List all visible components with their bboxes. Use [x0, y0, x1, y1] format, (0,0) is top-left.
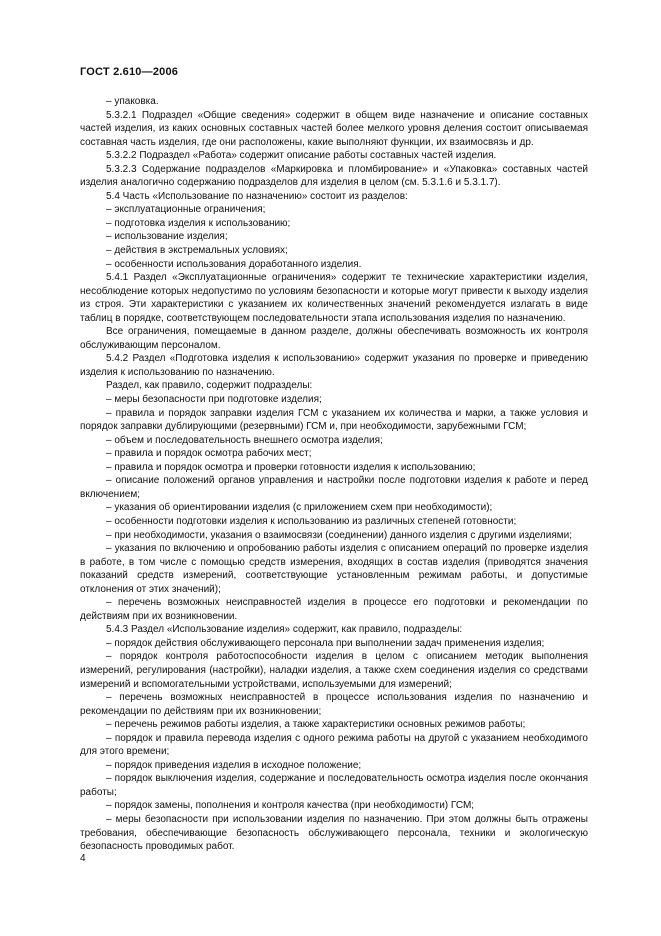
paragraph: 5.3.2.3 Содержание подразделов «Маркировка и пломбирование» и «Упаковка» составных частей изделия аналогично содержанию подразделов для изделия в целом (см. 5.3.1.6 и 5.3.1.7).	[80, 163, 588, 189]
paragraph: – правила и порядок осмотра и проверки готовности изделия к использованию;	[106, 461, 476, 473]
paragraph: Все ограничения, помещаемые в данном разделе, должны обеспечивать возможность их контроля обслуживающим персоналом.	[80, 326, 588, 351]
paragraph: – перечень режимов работы изделия, а также характеристики основных режимов работы;	[106, 719, 526, 731]
paragraph: – эксплуатационные ограничения;	[106, 204, 266, 216]
paragraph: – при необходимости, указания о взаимосвязи (соединении) данного изделия с другими изделиями;	[106, 529, 572, 541]
paragraph: – порядок действия обслуживающего персонала при выполнении задач применения изделия;	[106, 637, 545, 649]
paragraph: – указания по включению и опробованию работы изделия с описанием операций по проверке изделия в работе, в том числе с помощью средств измерения, входящих в состав изделия (приводятся значения показаний средств измерений, соответствующие установленным режимам работы, и допустимые отклонения от этих значений);	[80, 543, 588, 595]
paragraph: – меры безопасности при использовании изделия по назначению. При этом должны быть отражены требования, обеспечивающие безопасность обслуживающего персонала, техники и экологическую безопасность проводимых работ.	[80, 813, 588, 853]
paragraph: 5.3.2.1 Подраздел «Общие сведения» содержит в общем виде назначение и описание составных частей изделия, из каких основных составных частей более мелкого уровня деления состоит описываемая составная часть изделия, где они расположены, какие выполняют функции, их взаимосвязь и др.	[80, 109, 588, 148]
paragraph: – подготовка изделия к использованию;	[106, 217, 291, 229]
paragraph: – перечень возможных неисправностей в процессе использования изделия по назначению и рекомендации по действиям при их возникновении;	[80, 692, 588, 717]
paragraph: – описание положений органов управления и настройки после подготовки изделия к работе и перед включением;	[80, 475, 588, 500]
paragraph: – правила и порядок осмотра рабочих мест;	[106, 448, 312, 460]
paragraph: 5.4.2 Раздел «Подготовка изделия к использованию» содержит указания по проверке и приведению изделия к использованию по назначению.	[80, 353, 588, 378]
paragraph: – особенности подготовки изделия к использованию из различных степеней готовности;	[106, 515, 517, 527]
paragraph: 5.4 Часть «Использование по назначению» состоит из разделов:	[106, 190, 408, 202]
paragraph: – упаковка.	[106, 96, 159, 107]
page-number: 4	[80, 853, 86, 864]
paragraph: – порядок и правила перевода изделия с одного режима работы на другой с указанием необходимого для этого времени;	[80, 732, 588, 758]
paragraph: Раздел, как правило, содержит подразделы:	[106, 380, 313, 392]
document-code-header: ГОСТ 2.610—2006	[80, 66, 179, 78]
document-body	[80, 95, 588, 854]
paragraph: 5.4.3 Раздел «Использование изделия» содержит, как правило, подразделы:	[106, 624, 463, 636]
paragraph: – объем и последовательность внешнего осмотра изделия;	[106, 434, 383, 446]
paragraph: – указания об ориентировании изделия (с приложением схем при необходимости);	[106, 502, 493, 514]
paragraph: – использование изделия;	[106, 231, 228, 243]
paragraph: – порядок выключения изделия, содержание и последовательность осмотра изделия после окончания работы;	[80, 773, 588, 798]
paragraph: – порядок приведения изделия в исходное положение;	[106, 759, 362, 771]
paragraph: – меры безопасности при подготовке изделия;	[106, 394, 322, 406]
paragraph: – правила и порядок заправки изделия ГСМ с указанием их количества и марки, а также условия и порядок заправки дублирующими (резервными) ГСМ и, при необходимости, зарубежными ГСМ;	[80, 407, 588, 433]
paragraph: 5.3.2.2 Подраздел «Работа» содержит описание работы составных частей изделия.	[106, 150, 497, 162]
paragraph: 5.4.1 Раздел «Эксплуатационные ограничения» содержит те технические характеристики изделия, несоблюдение которых недопустимо по условиям безопасности и которые могут привести к выходу изделия из строя. Эти характеристики с указанием их количественных значений рекомендуется излагать в виде таблиц в порядке, соответствующем последовательности этапа использования изделия по назначению.	[80, 272, 588, 324]
paragraph: – особенности использования доработанного изделия.	[106, 258, 362, 270]
paragraph: – действия в экстремальных условиях;	[106, 245, 288, 257]
paragraph: – перечень возможных неисправностей изделия в процессе его подготовки и рекомендации по действиям при их возникновении.	[80, 597, 588, 622]
paragraph: – порядок замены, пополнения и контроля качества (при необходимости) ГСМ;	[106, 800, 475, 812]
paragraph: – порядок контроля работоспособности изделия в целом с описанием методик выполнения измерений, регулирования (настройки), наладки изделия, а также схем соединения изделия со средствами измерений и вспомогательными устройствами, используемыми для измерений;	[80, 651, 588, 690]
